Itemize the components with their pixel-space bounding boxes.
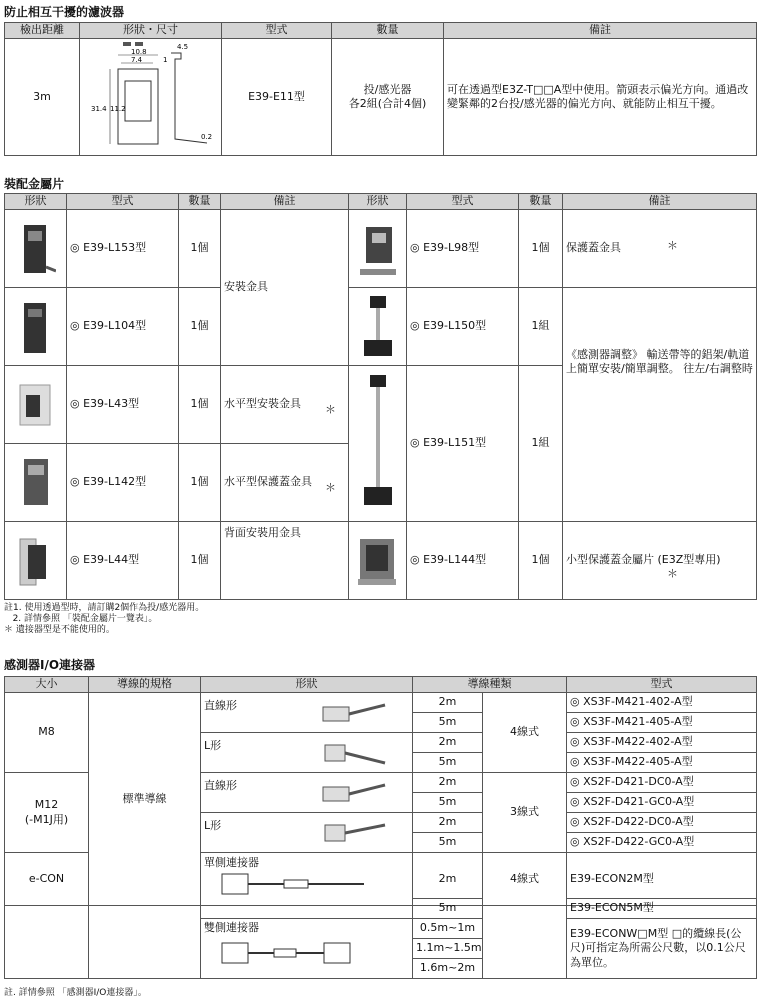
bracket-remark-mount: 安裝金具: [221, 210, 349, 366]
model-1: ◎ XS3F-M421-405-A型: [567, 713, 757, 733]
econ-spec-cont2: [89, 919, 201, 939]
model-4: ◎ XS2F-D421-DC0-A型: [567, 773, 757, 793]
conn-header-wire: 導線種類: [413, 677, 567, 693]
econ-lower-table: [4, 898, 757, 979]
size-m8: M8: [5, 693, 89, 773]
bracket-qty-l43: 1個: [179, 366, 221, 444]
bracket-qty-l150: 1組: [519, 288, 563, 366]
header-model: 型式: [222, 23, 332, 39]
bracket-model-l104: ◎ E39-L104型: [67, 288, 179, 366]
length-0: 2m: [413, 693, 483, 713]
model-5: ◎ XS2F-D421-GC0-A型: [567, 793, 757, 813]
econ-spec-cont3: [89, 939, 201, 959]
bracket-model-l153: ◎ E39-L153型: [67, 210, 179, 288]
star-mark: ＊: [667, 239, 678, 252]
model-9: E39-ECON5M型: [567, 899, 757, 919]
dim-0-2: 0.2: [201, 133, 213, 141]
model-8: E39-ECON2M型: [567, 853, 757, 906]
bracket-qty-l44: 1個: [179, 522, 221, 600]
length-5: 5m: [413, 793, 483, 813]
shape-double: [201, 919, 413, 979]
size-m12-b: (-M1J用): [24, 812, 69, 826]
length-8: 2m: [413, 853, 483, 906]
filter-drawing-svg: [83, 39, 217, 151]
length-3: 5m: [413, 753, 483, 773]
length-11: 1.1m~1.5m: [413, 939, 483, 959]
br-header-model-l: 型式: [67, 194, 179, 210]
econ-shape-single-cont: [201, 899, 413, 919]
econ-spec-end: [89, 959, 201, 979]
br-header-qty-r: 數量: [519, 194, 563, 210]
bracket-remark-horizontal-text: 水平型安裝金具: [224, 397, 301, 411]
bracket-remark-horizontal-cover-text: 水平型保護蓋金具: [224, 475, 312, 489]
dim-11-2: 11.2: [110, 105, 126, 113]
wire-econ: 4線式: [483, 853, 567, 906]
filter-dimension-drawing: [80, 39, 222, 156]
dim-1: 1: [163, 56, 168, 64]
shape-m8-l: [201, 733, 413, 773]
dim-7-4: 7.4: [131, 56, 143, 64]
spec-standard: 標準導線: [89, 693, 201, 906]
bracket-model-l151: ◎ E39-L151型: [407, 366, 519, 522]
bracket-model-l150: ◎ E39-L150型: [407, 288, 519, 366]
bracket-qty-l104: 1個: [179, 288, 221, 366]
bracket-qty-l151: 1組: [519, 366, 563, 522]
header-shape: 形狀・尺寸: [80, 23, 222, 39]
bracket-image-l150: [349, 288, 407, 366]
connectors-note: 註. 詳情參照 「感測器I/O連接器」。: [4, 988, 147, 998]
model-2: ◎ XS3F-M422-402-A型: [567, 733, 757, 753]
model-7: ◎ XS2F-D422-GC0-A型: [567, 833, 757, 853]
filter-qty: [332, 39, 444, 156]
length-6: 2m: [413, 813, 483, 833]
wire-m12: 3線式: [483, 773, 567, 853]
br-header-model-r: 型式: [407, 194, 519, 210]
filter-distance: 3m: [5, 39, 80, 156]
br-header-remark-r: 備註: [563, 194, 757, 210]
length-4: 2m: [413, 773, 483, 793]
bracket-image-l98: [349, 210, 407, 288]
br-header-shape-l: 形狀: [5, 194, 67, 210]
bracket-model-l144: ◎ E39-L144型: [407, 522, 519, 600]
brackets-table: [4, 193, 757, 600]
length-7: 5m: [413, 833, 483, 853]
bracket-remark-l144-text: 小型保護蓋金屬片 (E3Z型專用): [566, 553, 721, 567]
size-econ: e-CON: [5, 853, 89, 906]
header-distance: 檢出距離: [5, 23, 80, 39]
size-m12-a: M12: [34, 798, 59, 812]
filter-section-title: 防止相互干擾的濾波器: [4, 5, 125, 19]
shape-m8-straight-label: 直線形: [204, 698, 237, 712]
econ-wire-cont2: [483, 919, 567, 939]
econ-size-cont3: [5, 939, 89, 959]
brackets-notes: 註1. 使用透過型時，請訂購2個作為投/感光器用。 2. 詳情參照 「裝配金屬片一覽表」。 ＊ 遺接器型是不能使用的。: [4, 603, 205, 635]
bracket-image-l151: [349, 366, 407, 522]
bracket-model-l142: ◎ E39-L142型: [67, 444, 179, 522]
bracket-remark-horizontal-cover: [221, 444, 349, 522]
brackets-section-title: 裝配金屬片: [4, 177, 65, 191]
connectors-table: [4, 676, 757, 906]
br-header-qty-l: 數量: [179, 194, 221, 210]
bracket-remark-horizontal: [221, 366, 349, 444]
header-qty: 數量: [332, 23, 444, 39]
econ-wire-end: [483, 959, 567, 979]
bracket-model-l44: ◎ E39-L44型: [67, 522, 179, 600]
shape-m12-l: [201, 813, 413, 853]
length-12: 1.6m~2m: [413, 959, 483, 979]
dim-31-4: 31.4: [91, 105, 107, 113]
br-header-shape-r: 形狀: [349, 194, 407, 210]
header-remark: 備註: [444, 23, 757, 39]
bracket-remark-l98: [563, 210, 757, 288]
model-0: ◎ XS3F-M421-402-A型: [567, 693, 757, 713]
filter-qty-line1: 投/感光器: [363, 82, 412, 96]
length-2: 2m: [413, 733, 483, 753]
conn-header-model: 型式: [567, 677, 757, 693]
model-3: ◎ XS3F-M422-405-A型: [567, 753, 757, 773]
star-mark: ＊: [325, 481, 336, 494]
length-9: 5m: [413, 899, 483, 919]
shape-m12-l-label: L形: [204, 818, 222, 832]
length-1: 5m: [413, 713, 483, 733]
econ-wire-cont: [483, 899, 567, 919]
econ-size-end: [5, 959, 89, 979]
bracket-image-l104: [5, 288, 67, 366]
bracket-remark-l98-text: 保護蓋金具: [566, 241, 621, 255]
bracket-image-l142: [5, 444, 67, 522]
bracket-qty-l142: 1個: [179, 444, 221, 522]
length-10: 0.5m~1m: [413, 919, 483, 939]
shape-m12-straight-label: 直線形: [204, 778, 237, 792]
conn-header-size: 大小: [5, 677, 89, 693]
filter-model: E39-E11型: [222, 39, 332, 156]
bracket-qty-l98: 1個: [519, 210, 563, 288]
shape-double-label: 雙側連接器: [204, 921, 259, 934]
econ-spec-cont: [89, 899, 201, 919]
bracket-image-l144: [349, 522, 407, 600]
econ-size-cont: [5, 899, 89, 919]
bracket-image-l44: [5, 522, 67, 600]
dim-4-5: 4.5: [177, 43, 189, 51]
bracket-model-l43: ◎ E39-L43型: [67, 366, 179, 444]
star-mark: ＊: [667, 567, 678, 580]
shape-single-label: 單側連接器: [204, 856, 259, 869]
wire-m8: 4線式: [483, 693, 567, 773]
br-header-remark-l: 備註: [221, 194, 349, 210]
bracket-image-l153: [5, 210, 67, 288]
shape-m8-straight: [201, 693, 413, 733]
bracket-remark-l144: [563, 522, 757, 600]
econ-wire-cont3: [483, 939, 567, 959]
bracket-remark-adjust: 《感測器調整》 輸送帶等的鋁架/軌道上簡單安裝/簡單調整。 往左/右調整時: [563, 288, 757, 522]
bracket-qty-l153: 1個: [179, 210, 221, 288]
bracket-remark-back: 背面安裝用金具: [221, 522, 349, 600]
star-mark: ＊: [325, 403, 336, 416]
bracket-image-l43: [5, 366, 67, 444]
conn-header-shape: 形狀: [201, 677, 413, 693]
filter-remark: 可在透過型E3Z-T□□A型中使用。箭頭表示偏光方向。通過改變緊鄰的2台投/感光器的偏光方向、就能防止相互干擾。: [444, 39, 757, 156]
bracket-model-l98: ◎ E39-L98型: [407, 210, 519, 288]
connectors-section-title: 感測器I/O連接器: [4, 658, 96, 672]
model-6: ◎ XS2F-D422-DC0-A型: [567, 813, 757, 833]
conn-header-spec: 導線的規格: [89, 677, 201, 693]
shape-m8-l-label: L形: [204, 738, 222, 752]
shape-m12-straight: [201, 773, 413, 813]
model-econw: E39-ECONW□M型 □的纜線長(公尺)可指定為所需公尺數，以0.1公尺為單位。: [567, 919, 757, 979]
filter-qty-line2: 各2組(合計4個): [348, 97, 427, 111]
filter-table: [4, 22, 757, 156]
bracket-qty-l144: 1個: [519, 522, 563, 600]
size-m12: [5, 773, 89, 853]
dim-10-8: 10.8: [131, 48, 147, 56]
econ-size-cont2: [5, 919, 89, 939]
